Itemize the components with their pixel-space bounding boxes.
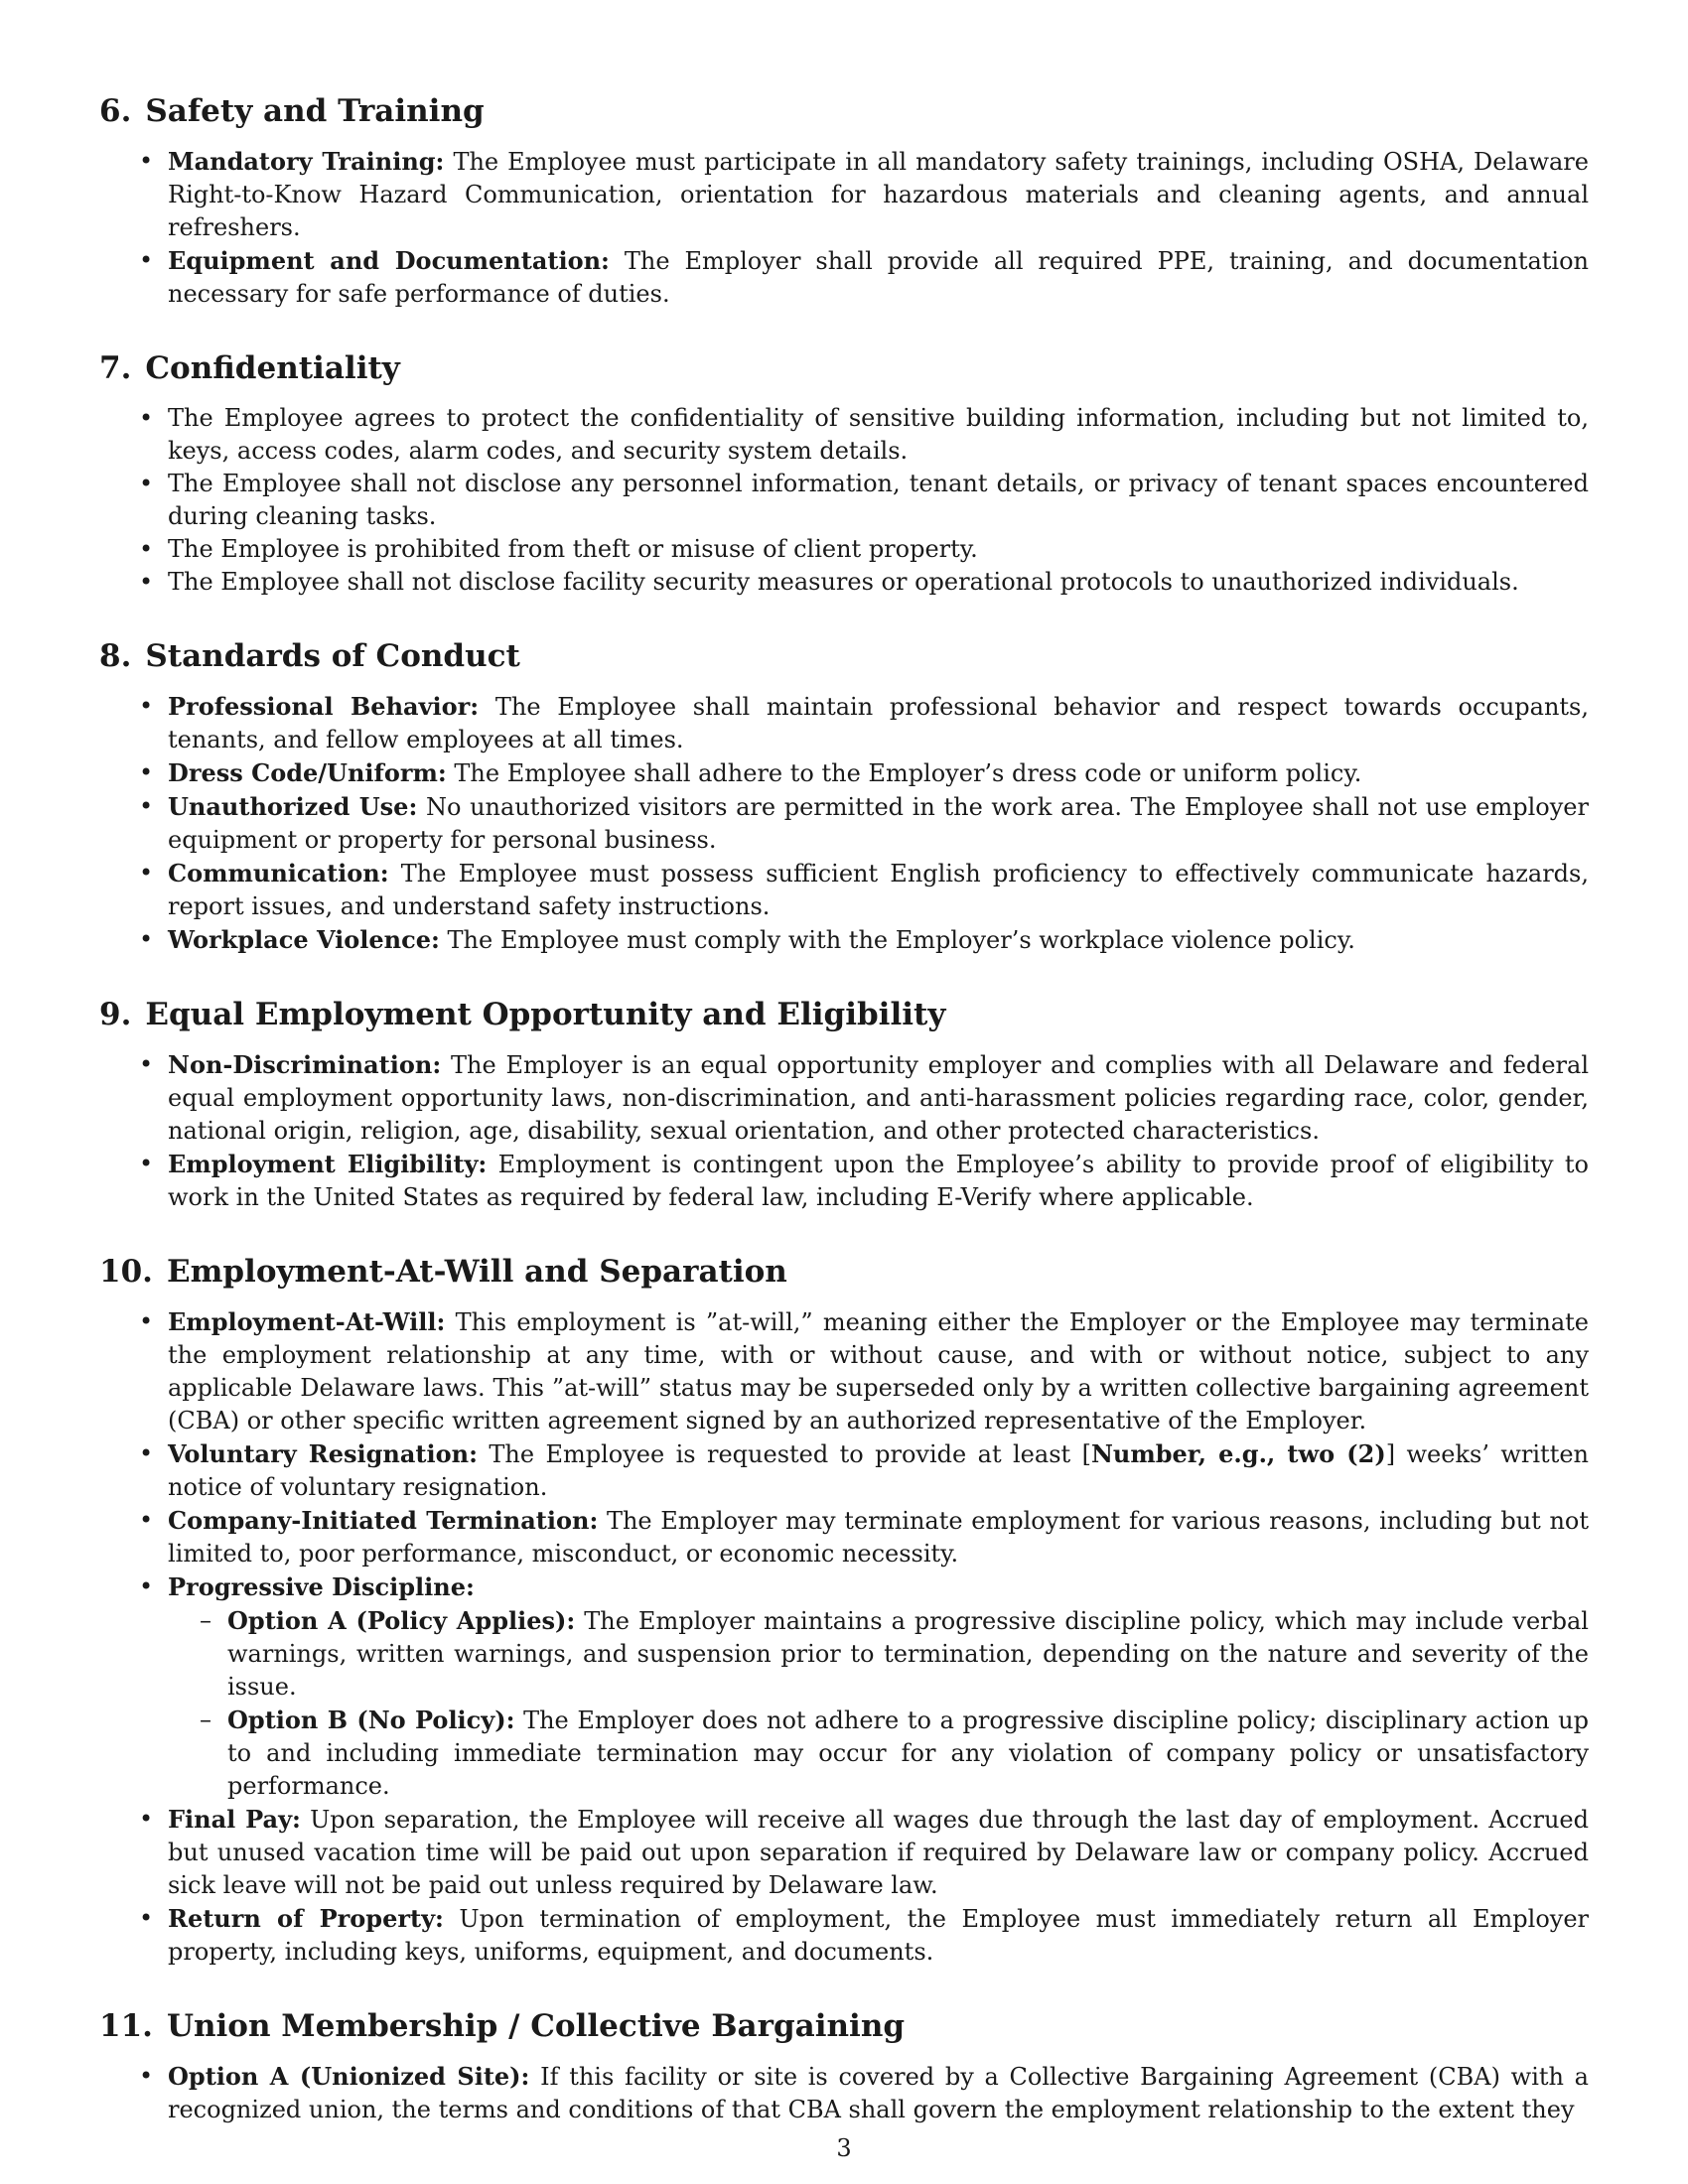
document-page xyxy=(99,91,1589,2164)
item-text: The Employee agrees to protect the confidentiality of sensitive building information, including but not limited to, keys, access codes, alarm codes, and security system details. xyxy=(168,404,1589,465)
section-heading: 10. Employment-At-Will and Separation xyxy=(99,1254,787,1290)
list-item xyxy=(99,2060,1589,2126)
list-item xyxy=(99,566,1589,599)
section-union-membership xyxy=(99,2006,1589,2126)
list-item xyxy=(99,402,1589,468)
item-text: The Employer may terminate employment for various reasons, including but not limited to, poor performance, misconduct, or economic necessity. xyxy=(168,1507,1589,1568)
list-item xyxy=(99,923,1589,957)
item-lead: Final Pay: xyxy=(168,1805,301,1834)
item-lead: Communication: xyxy=(168,859,389,887)
item-text: No unauthorized visitors are permitted in the work area. The Employee shall not use employer equipment or property for personal business. xyxy=(168,793,1589,854)
item-lead: Employment-At-Will: xyxy=(168,1307,446,1336)
item-lead: Equipment and Documentation: xyxy=(168,246,610,275)
item-text: The Employee shall adhere to the Employer’s dress code or uniform policy. xyxy=(454,759,1362,787)
item-text: If this facility or site is covered by a Collective Bargaining Agreement (CBA) with a recognized union, the terms and conditions of that CBA shall govern the employment relationship to the extent they xyxy=(168,2063,1589,2123)
list-item xyxy=(99,1504,1589,1570)
item-lead: Dress Code/Uniform: xyxy=(168,758,447,787)
list-item xyxy=(99,1437,1589,1504)
item-text: The Employer shall provide all required PPE, training, and documentation necessary for safe performance of duties. xyxy=(168,247,1589,308)
list-item xyxy=(99,1902,1589,1969)
item-text: This employment is ”at-will,” meaning either the Employer or the Employee may terminate the employment relationship at any time, with or without cause, and with or without notice, subject to any applicable Delaware laws. This ”at-will” status may be superseded only by a written collective bargaining agreement (CBA) or other specific written agreement signed by an authorized representative of the Employer. xyxy=(168,1308,1589,1434)
item-text: Upon termination of employment, the Employee must immediately return all Employer property, including keys, uniforms, equipment, and documents. xyxy=(168,1905,1590,1966)
item-text: Upon separation, the Employee will receive all wages due through the last day of employment. Accrued but unused vacation time will be paid out upon separation if required by Delaware law or company policy. Accrued sick leave will not be paid out unless required by Delaware law. xyxy=(168,1806,1589,1899)
list-item xyxy=(99,244,1589,311)
list-item xyxy=(99,1305,1589,1437)
item-lead: Non-Discrimination: xyxy=(168,1050,442,1079)
item-text: The Employee shall maintain professional behavior and respect towards occupants, tenants, and fellow employees at all times. xyxy=(168,693,1590,753)
item-lead: Employment Eligibility: xyxy=(168,1150,488,1178)
item-text: The Employee must participate in all mandatory safety trainings, including OSHA, Delaware Right-to-Know Hazard Communication, orientation for hazardous materials and cleaning agents, and annual refreshers. xyxy=(168,148,1589,241)
list-item xyxy=(99,1570,1589,1803)
item-lead: Mandatory Training: xyxy=(168,147,445,176)
page-number: 3 xyxy=(836,2134,852,2162)
item-text: The Employee must comply with the Employer’s workplace violence policy. xyxy=(447,926,1355,954)
section-equal-employment xyxy=(99,995,1589,1214)
item-text: The Employer does not adhere to a progressive discipline policy; disciplinary action up to and including immediate termination may occur for any violation of company policy or unsatisfactory performance. xyxy=(227,1706,1589,1800)
list-item xyxy=(99,145,1589,244)
item-text: The Employee is requested to provide at least [ xyxy=(489,1440,1091,1468)
section-heading: 6. Safety and Training xyxy=(99,93,485,129)
item-text: Employment is contingent upon the Employee’s ability to provide proof of eligibility to work in the United States as required by federal law, including E-Verify where applicable. xyxy=(168,1151,1589,1211)
item-lead: Return of Property: xyxy=(168,1904,444,1933)
item-lead: Progressive Discipline: xyxy=(168,1572,475,1601)
item-lead: Workplace Violence: xyxy=(168,925,440,954)
item-text: The Employee shall not disclose any personnel information, tenant details, or privacy of tenant spaces encountered during cleaning tasks. xyxy=(168,470,1589,530)
section-at-will-separation xyxy=(99,1252,1589,1969)
item-lead: Professional Behavior: xyxy=(168,692,480,721)
item-lead: Unauthorized Use: xyxy=(168,792,418,821)
item-text: The Employee must possess sufficient English proficiency to effectively communicate hazards, report issues, and understand safety instructions. xyxy=(168,860,1589,920)
sub-list-item xyxy=(168,1604,1589,1704)
list-item xyxy=(99,1048,1589,1148)
item-lead: Voluntary Resignation: xyxy=(168,1439,478,1468)
item-lead: Option A (Unionized Site): xyxy=(168,2062,530,2091)
section-standards-of-conduct xyxy=(99,636,1589,957)
list-item xyxy=(99,1803,1589,1902)
section-heading: 7. Confidentiality xyxy=(99,350,400,386)
section-heading: 8. Standards of Conduct xyxy=(99,638,520,674)
section-confidentiality xyxy=(99,348,1589,599)
section-heading: 9. Equal Employment Opportunity and Eligibility xyxy=(99,997,946,1032)
list-item xyxy=(99,533,1589,566)
item-text: The Employer maintains a progressive discipline policy, which may include verbal warnings, written warnings, and suspension prior to termination, depending on the nature and severity of the issue. xyxy=(227,1607,1589,1701)
item-lead: Option B (No Policy): xyxy=(227,1706,515,1734)
list-item xyxy=(99,1148,1589,1214)
list-item xyxy=(99,756,1589,790)
section-heading: 11. Union Membership / Collective Bargaining xyxy=(99,2008,906,2044)
item-text-tail: ] weeks’ written notice of voluntary resignation. xyxy=(168,1440,1590,1501)
list-item xyxy=(99,790,1589,857)
placeholder-bold: Number, e.g., two (2) xyxy=(1090,1439,1386,1468)
item-lead: Option A (Policy Applies): xyxy=(227,1606,576,1635)
section-safety-training xyxy=(99,91,1589,311)
item-lead: Company-Initiated Termination: xyxy=(168,1506,599,1535)
item-text: The Employee is prohibited from theft or misuse of client property. xyxy=(168,535,978,563)
item-text: The Employee shall not disclose facility security measures or operational protocols to unauthorized individuals. xyxy=(168,568,1519,596)
list-item xyxy=(99,690,1589,756)
list-item xyxy=(99,468,1589,533)
item-text: The Employer is an equal opportunity employer and complies with all Delaware and federal equal employment opportunity laws, non-discrimination, and anti-harassment policies regarding race, color, gender, national origin, religion, age, disability, sexual orientation, and other protected characteristics. xyxy=(168,1051,1590,1145)
list-item xyxy=(99,857,1589,923)
sub-list-item xyxy=(168,1704,1589,1803)
